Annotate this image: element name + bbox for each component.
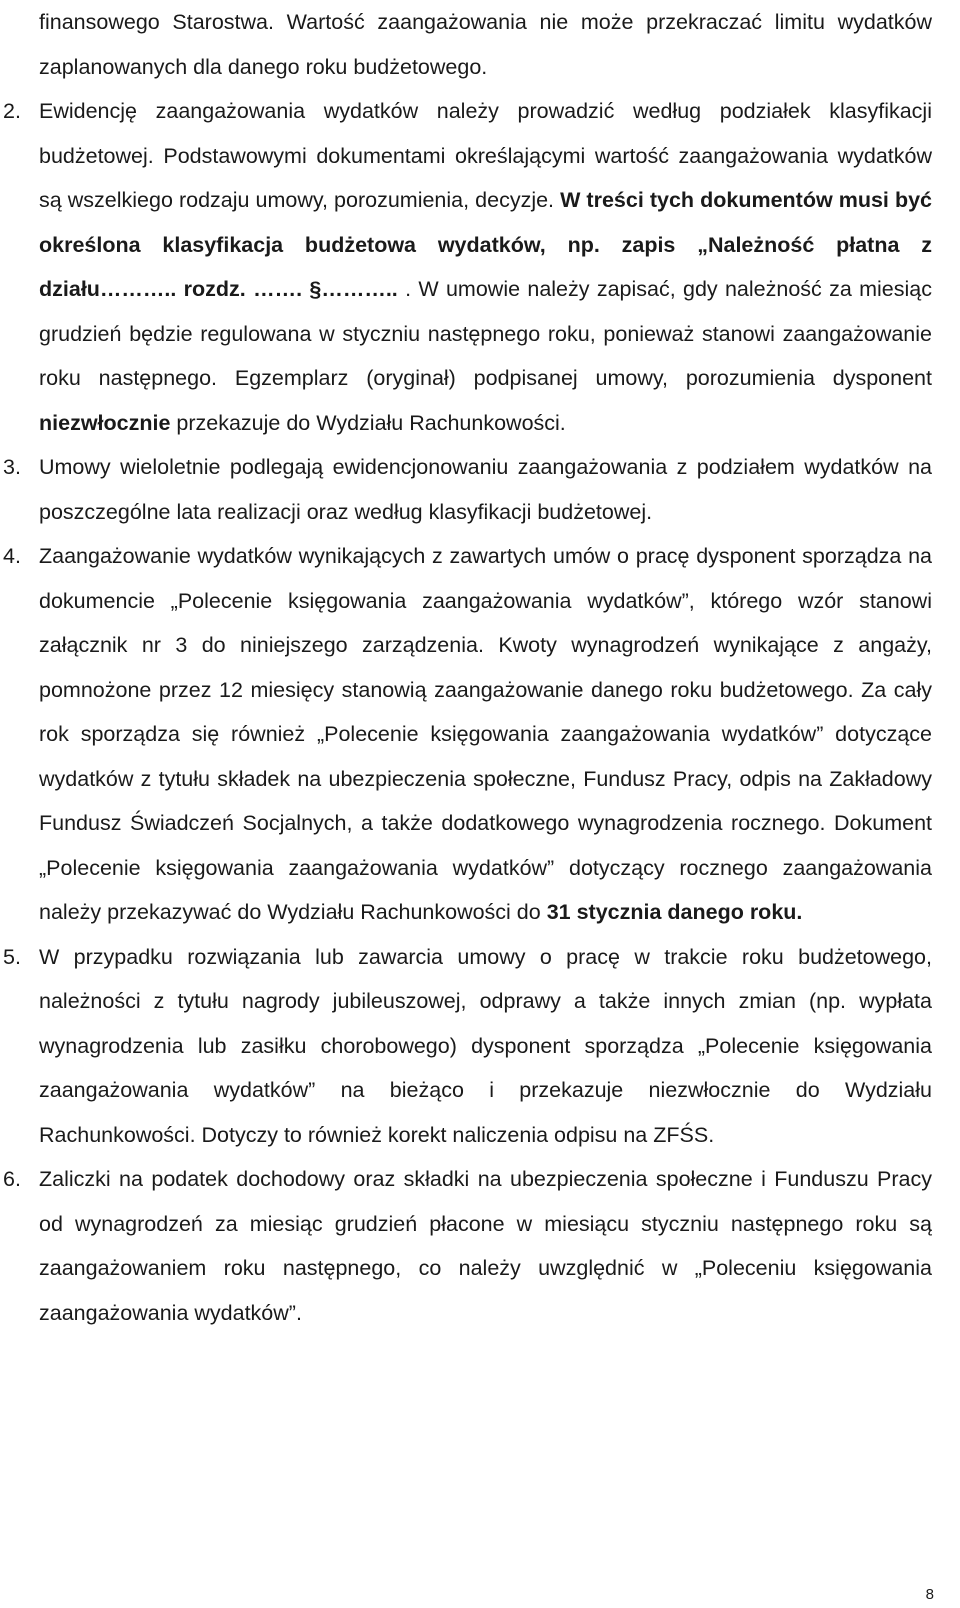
item-bold-text: 31 stycznia danego roku. (546, 900, 803, 924)
item-bold-text: niezwłocznie (39, 410, 171, 435)
item-number: 4. (3, 544, 21, 568)
page-number: 8 (925, 1586, 934, 1603)
item-text: . W umowie należy zapisać, gdy należność za miesiąc grudzień będzie regulowana w styczniu następnego roku, ponieważ stanowi zaangażowanie roku następnego. Egzemplarz (oryginał) podpisanej umowy, porozumienia dysponent (39, 277, 932, 390)
item-text: przekazuje do Wydziału Rachunkowości. (170, 410, 566, 435)
item-text: Umowy wieloletnie podlegają ewidencjonowaniu zaangażowania z podziałem wydatków na poszczególne lata realizacji oraz według klasyfikacji budżetowej. (39, 455, 932, 524)
list-item-4 (3, 534, 932, 935)
item-text: Ewidencję zaangażowania wydatków należy prowadzić według podziałek klasyfikacji budżetowej. Podstawowymi dokumentami określającymi wartość zaangażowania wydatków są wszelkiego rodzaju umowy, porozumienia, decyzje. (39, 99, 932, 212)
item-text: Zaangażowanie wydatków wynikających z zawartych umów o pracę dysponent sporządza na dokumencie „Polecenie księgowania zaangażowania wydatków”, którego wzór stanowi załącznik nr 3 do niniejszego zarządzenia. Kwoty wynagrodzeń wynikające z angaży, pomnożone przez 12 miesięcy stanowią zaangażowanie danego roku budżetowego. Za cały rok sporządza się również „Polecenie księgowania zaangażowania wydatków” dotyczące wydatków z tytułu składek na ubezpieczenia społeczne, Fundusz Pracy, odpis na Zakładowy Fundusz Świadczeń Socjalnych, a także dodatkowego wynagrodzenia rocznego. Dokument „Polecenie księgowania zaangażowania wydatków” dotyczący rocznego zaangażowania należy przekazywać do Wydziału Rachunkowości do (39, 544, 932, 924)
list-item-3 (3, 445, 932, 534)
document-body (3, 0, 933, 1335)
item-number: 3. (3, 455, 21, 479)
item-number: 5. (3, 944, 21, 969)
item-text: Zaliczki na podatek dochodowy oraz składki na ubezpieczenia społeczne i Funduszu Pracy od wynagrodzeń za miesiąc grudzień płacone w miesiącu styczniu następnego roku są zaangażowaniem roku następnego, co należy uwzględnić w „Poleceniu księgowania zaangażowania wydatków”. (39, 1167, 932, 1325)
item-number: 2. (3, 99, 21, 123)
list-item-2 (3, 89, 933, 445)
item-number: 6. (3, 1167, 21, 1191)
item-text: W przypadku rozwiązania lub zawarcia umowy o pracę w trakcie roku budżetowego, należności z tytułu nagrody jubileuszowej, odprawy a także innych zmian (np. wypłata wynagrodzenia lub zasiłku chorobowego) dysponent sporządza „Polecenie księgowania zaangażowania wydatków” na bieżąco i przekazuje niezwłocznie do Wydziału Rachunkowości. Dotyczy to również korekt naliczenia odpisu na ZFŚS. (39, 944, 932, 1147)
list-item-6 (3, 1157, 932, 1335)
continuation-paragraph: finansowego Starostwa. Wartość zaangażowania nie może przekraczać limitu wydatków zaplanowanych dla danego roku budżetowego. (39, 10, 932, 79)
list-item-5 (3, 935, 932, 1158)
item-bold-text: W treści tych dokumentów musi być określona klasyfikacja budżetowa wydatków, np. zapis „Należność płatna z działu……….. rozdz. ……. §……….. (39, 188, 933, 301)
